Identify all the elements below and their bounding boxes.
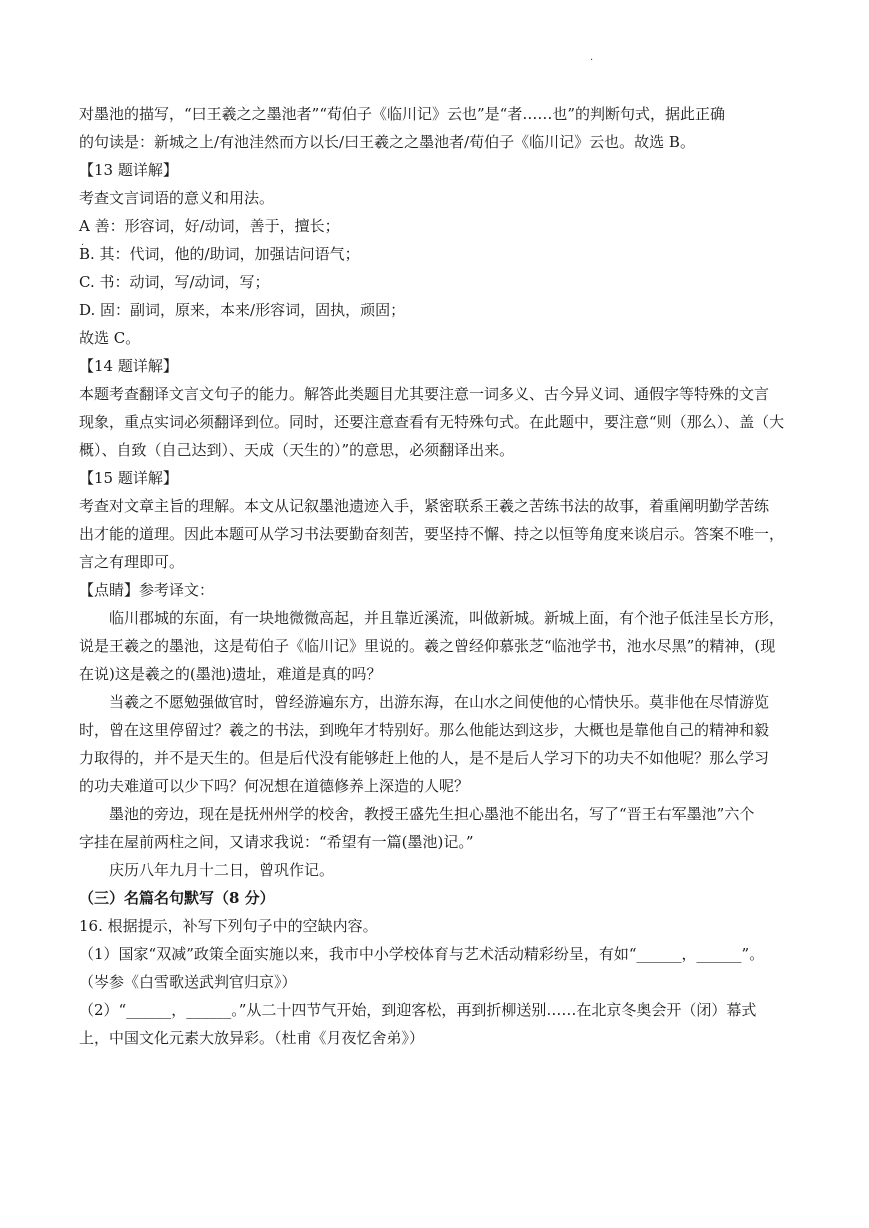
option-d: D. 固：副词，原来，本来/形容词，固执，顽固； (79, 301, 406, 319)
answer-line: 概）、自致（自己达到）、天成（天生的）”的意思，必须翻译出来。 (79, 441, 515, 459)
translation-heading: 【点睛】参考译文： (79, 581, 215, 599)
answer-line: 的句读是：新城之上/有池洼然而方以长/曰王羲之之墨池者/荀伯子《临川记》云也。故选 B。 (79, 133, 695, 151)
translation-line: 力取得的，并不是天生的。但是后代没有能够赶上他的人，是不是后人学习下的功夫不如他呢？那么学习 (79, 749, 770, 767)
section-heading-15: 【15 题详解】 (79, 469, 178, 487)
part-three-heading: （三）名篇名句默写（8 分） (79, 889, 275, 907)
translation-line: 的功夫难道可以少下吗？何况想在道德修养上深造的人呢？ (79, 777, 470, 795)
question-16-2-source: 上，中国文化元素大放异彩。（杜甫《月夜忆舍弟》） (79, 1029, 425, 1047)
translation-line: 说是王羲之的墨池，这是荀伯子《临川记》里说的。羲之曾经仰慕张芝“临池学书，池水尽黑”的精神，(现 (79, 637, 776, 655)
translation-line: 临川郡城的东面，有一块地微微高起，并且靠近溪流，叫做新城。新城上面，有个池子低洼呈长方形， (109, 609, 785, 627)
translation-signature: 庆历八年九月十二日，曾巩作记。 (109, 861, 335, 879)
option-c: C. 书：动词，写/动词，写； (79, 273, 270, 291)
answer-line: 言之有理即可。 (79, 553, 185, 571)
question-16-1-source: （岑参《白雪歌送武判官归京》） (79, 973, 297, 991)
answer-line: 出才能的道理。因此本题可从学习书法要勤奋刻苦，要坚持不懈、持之以恒等角度来谈启示。答案不唯一， (79, 525, 785, 543)
translation-line: 墨池的旁边，现在是抚州州学的校舍，教授王盛先生担心墨池不能出名，写了“晋王右军墨池”六个 (109, 805, 755, 823)
answer-line: 现象，重点实词必须翻译到位。同时，还要注意查看有无特殊句式。在此题中，要注意“则（那么）、盖（大 (79, 413, 785, 431)
margin-dot: . (81, 237, 85, 248)
translation-line: 当羲之不愿勉强做官时，曾经游遍东方，出游东海，在山水之间使他的心情快乐。莫非他在尽情游览 (109, 693, 770, 711)
section-heading-13: 【13 题详解】 (79, 161, 178, 179)
question-16: 16. 根据提示，补写下列句子中的空缺内容。 (79, 917, 378, 935)
answer-line: 考查文言词语的意义和用法。 (79, 189, 275, 207)
question-16-2: （2）“______，______。”从二十四节气开始，到迎客松，再到折柳送别……在北京冬奥会开（闭）幕式 (79, 1001, 757, 1019)
option-b: B. 其：代词，他的/助词，加强诘问语气； (79, 245, 360, 263)
translation-line: 字挂在屋前两柱之间，又请求我说：“希望有一篇(墨池)记。” (79, 833, 474, 851)
answer-line: 考查对文章主旨的理解。本文从记叙墨池遗迹入手，紧密联系王羲之苦练书法的故事，着重阐明勤学苦练 (79, 497, 770, 515)
answer-line: 对墨池的描写，“曰王羲之之墨池者”“荀伯子《临川记》云也”是“者……也”的判断句式，据此正确 (79, 105, 726, 123)
question-16-1: （1）国家“双减”政策全面实施以来，我市中小学校体育与艺术活动精彩纷呈，有如“______，______”。 (79, 945, 765, 963)
answer-choice: 故选 C。 (79, 329, 141, 347)
translation-line: 在说)这是羲之的(墨池)遗址，难道是真的吗？ (79, 665, 382, 683)
translation-line: 时，曾在这里停留过？羲之的书法，到晚年才特别好。那么他能达到这步，大概也是靠他自己的精神和毅 (79, 721, 770, 739)
header-dot: . (590, 52, 594, 63)
section-heading-14: 【14 题详解】 (79, 357, 178, 375)
document-page (79, 100, 791, 1052)
option-a: A 善：形容词，好/动词，善于，擅长； (79, 217, 340, 235)
answer-line: 本题考查翻译文言文句子的能力。解答此类题目尤其要注意一词多义、古今异义词、通假字等特殊的文言 (79, 385, 770, 403)
